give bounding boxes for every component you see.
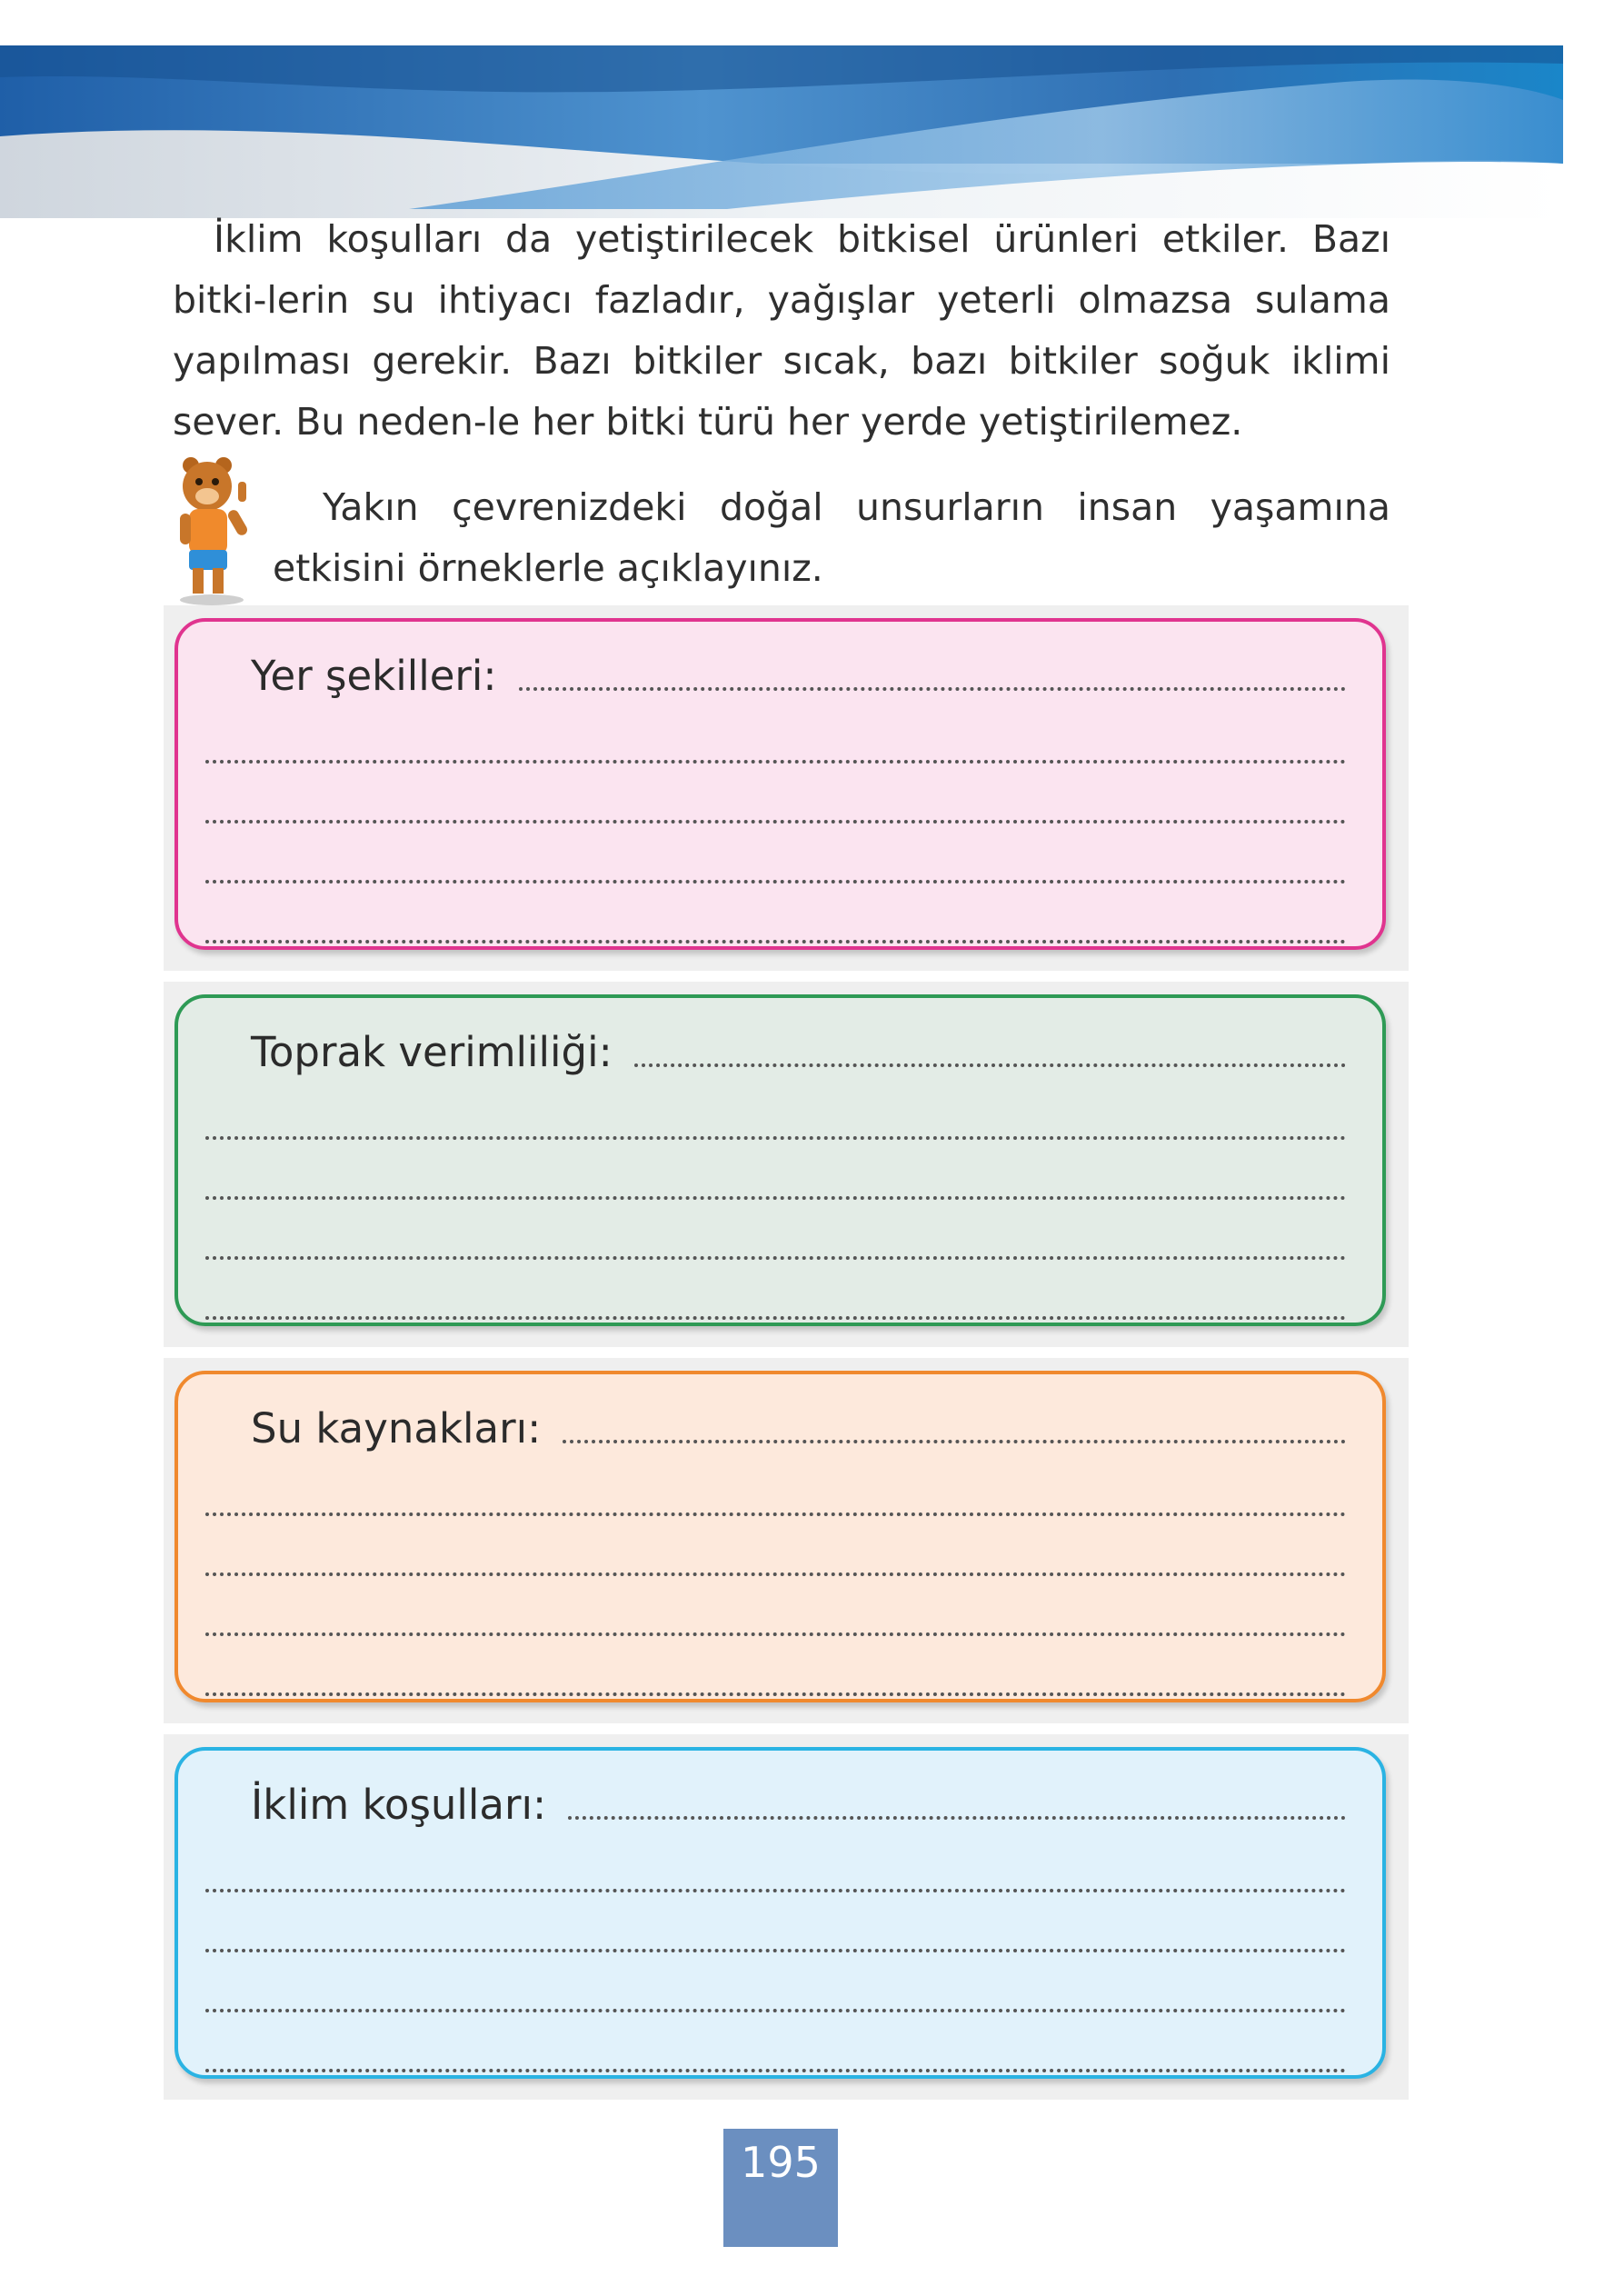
- card-title: Yer şekilleri:: [251, 652, 497, 700]
- answer-line[interactable]: [519, 687, 1346, 691]
- intro-paragraph: [173, 209, 1390, 453]
- answer-line[interactable]: [205, 1952, 1346, 2012]
- answer-line[interactable]: [205, 1636, 1346, 1696]
- answer-line[interactable]: [205, 1892, 1346, 1952]
- answer-line[interactable]: [205, 764, 1346, 824]
- answer-line[interactable]: [205, 824, 1346, 883]
- answer-line[interactable]: [205, 1832, 1346, 1892]
- card-title: İklim koşulları:: [251, 1781, 547, 1829]
- page-number: [723, 2129, 838, 2247]
- answer-line[interactable]: [205, 1080, 1346, 1140]
- answer-line[interactable]: [205, 883, 1346, 943]
- prompt-text: Yakın çevrenizdeki doğal unsurların insan yaşamına etkisini örneklerle açıklayınız.: [273, 485, 1390, 590]
- answer-line[interactable]: [205, 704, 1346, 764]
- answer-line[interactable]: [634, 1063, 1346, 1067]
- card-soil-fertility: [174, 994, 1386, 1326]
- card-title: Su kaynakları:: [251, 1404, 542, 1452]
- answer-line[interactable]: [205, 1576, 1346, 1636]
- bear-mascot-icon: [171, 454, 271, 609]
- answer-line[interactable]: [205, 1516, 1346, 1576]
- header-wave-banner: [0, 0, 1624, 218]
- page-number-text: 195: [741, 2138, 821, 2187]
- card-climate-conditions: [174, 1747, 1386, 2079]
- answer-line[interactable]: [205, 1200, 1346, 1260]
- card-landforms: [174, 618, 1386, 950]
- answer-line[interactable]: [205, 1260, 1346, 1320]
- answer-line[interactable]: [205, 2012, 1346, 2072]
- answer-line[interactable]: [568, 1816, 1346, 1820]
- activity-prompt: [273, 477, 1390, 599]
- answer-line[interactable]: [205, 1456, 1346, 1516]
- answer-line[interactable]: [205, 1140, 1346, 1200]
- card-title: Toprak verimliliği:: [251, 1028, 613, 1076]
- card-water-resources: [174, 1371, 1386, 1702]
- intro-text: İklim koşulları da yetiştirilecek bitkisel ürünleri etkiler. Bazı bitki-lerin su ihtiyacı fazladır, yağışlar yeterli olmazsa sulama yapılması gerekir. Bazı bitkiler sıcak, bazı bitkiler soğuk iklimi sever. Bu neden-le her bitki türü her yerde yetiştirilemez.: [173, 217, 1390, 444]
- answer-line[interactable]: [563, 1440, 1346, 1443]
